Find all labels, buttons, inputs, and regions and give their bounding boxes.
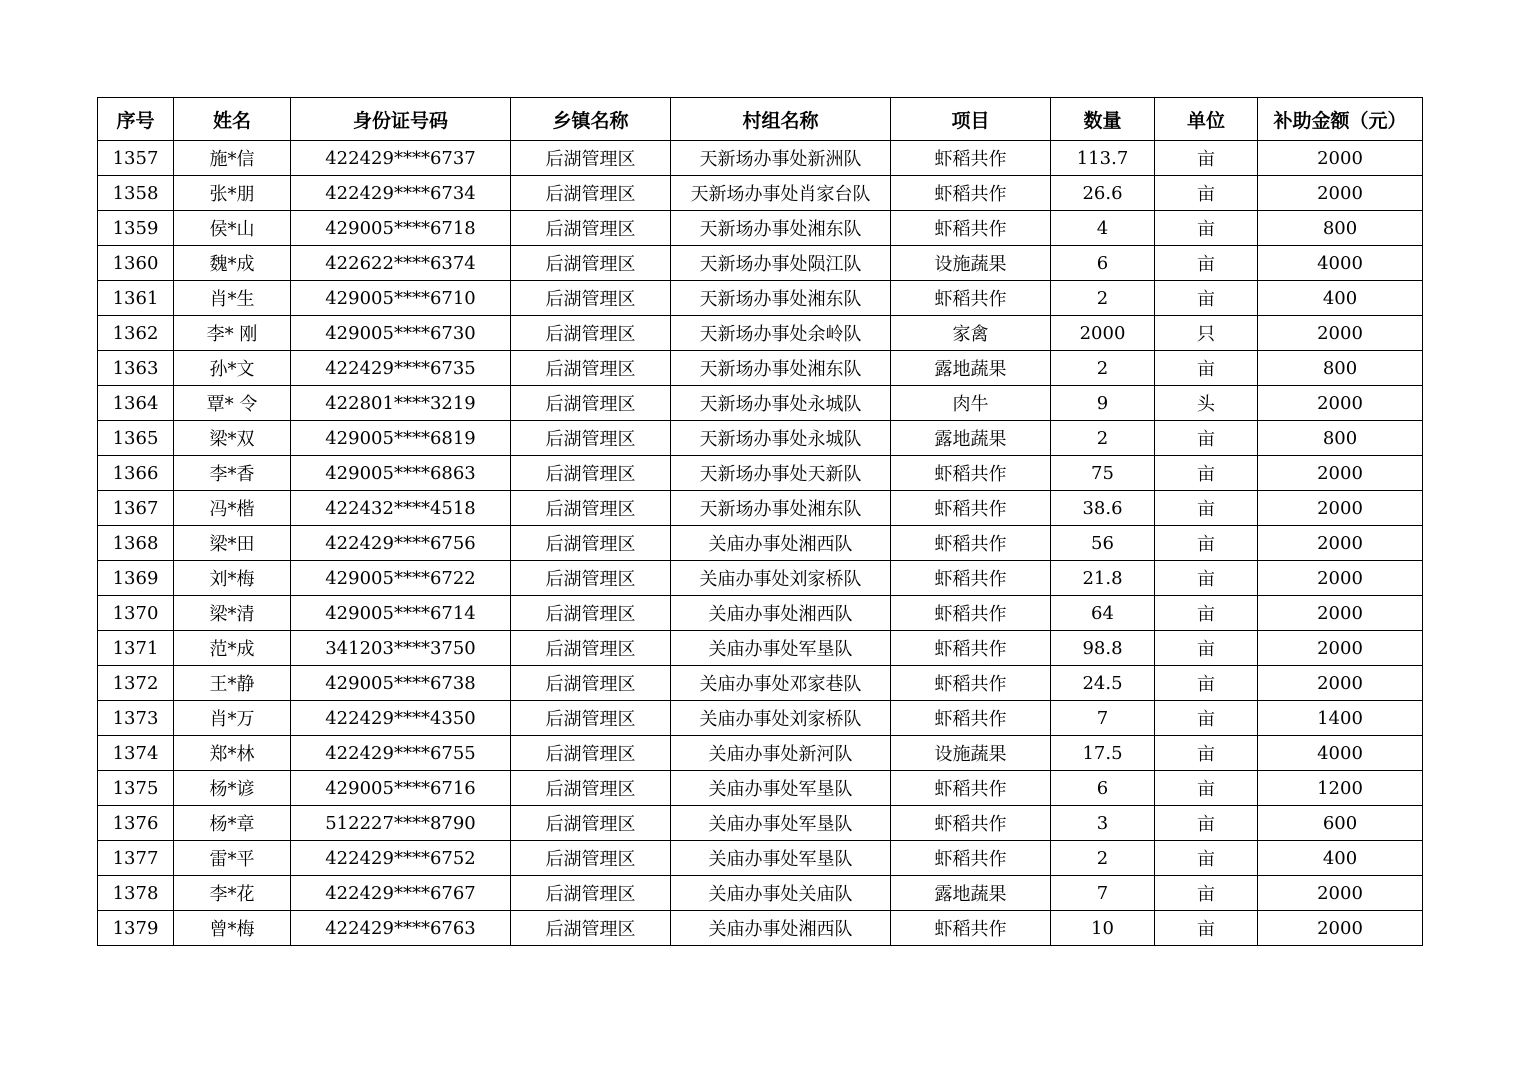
table-row: [98, 561, 1423, 596]
unit-cell: 亩: [1155, 421, 1258, 456]
village-group-cell: 天新场办事处陨江队: [671, 246, 891, 281]
subsidy-amount-cell: 4000: [1258, 736, 1423, 771]
unit-cell: 亩: [1155, 736, 1258, 771]
id-number-cell: 422429****6734: [291, 176, 511, 211]
quantity-cell: 7: [1051, 701, 1155, 736]
serial-number-cell: 1378: [98, 876, 174, 911]
township-cell: 后湖管理区: [511, 806, 671, 841]
quantity-cell: 113.7: [1051, 141, 1155, 176]
quantity-cell: 6: [1051, 246, 1155, 281]
header-village-group: 村组名称: [671, 98, 891, 141]
table-row: [98, 876, 1423, 911]
project-cell: 虾稻共作: [891, 771, 1051, 806]
quantity-cell: 4: [1051, 211, 1155, 246]
serial-number-cell: 1369: [98, 561, 174, 596]
quantity-cell: 38.6: [1051, 491, 1155, 526]
township-cell: 后湖管理区: [511, 771, 671, 806]
quantity-cell: 7: [1051, 876, 1155, 911]
serial-number-cell: 1360: [98, 246, 174, 281]
name-cell: 李*香: [174, 456, 291, 491]
table-row: [98, 246, 1423, 281]
subsidy-amount-cell: 600: [1258, 806, 1423, 841]
subsidy-amount-cell: 2000: [1258, 631, 1423, 666]
name-cell: 郑*林: [174, 736, 291, 771]
serial-number-cell: 1376: [98, 806, 174, 841]
quantity-cell: 64: [1051, 596, 1155, 631]
project-cell: 虾稻共作: [891, 561, 1051, 596]
table-row: [98, 456, 1423, 491]
project-cell: 露地蔬果: [891, 351, 1051, 386]
table-row: [98, 386, 1423, 421]
subsidy-amount-cell: 400: [1258, 841, 1423, 876]
quantity-cell: 75: [1051, 456, 1155, 491]
table-row: [98, 911, 1423, 946]
table-row: [98, 421, 1423, 456]
id-number-cell: 429005****6714: [291, 596, 511, 631]
id-number-cell: 422429****6735: [291, 351, 511, 386]
project-cell: 虾稻共作: [891, 176, 1051, 211]
quantity-cell: 2: [1051, 351, 1155, 386]
name-cell: 刘*梅: [174, 561, 291, 596]
project-cell: 虾稻共作: [891, 806, 1051, 841]
serial-number-cell: 1373: [98, 701, 174, 736]
unit-cell: 亩: [1155, 351, 1258, 386]
name-cell: 梁*田: [174, 526, 291, 561]
unit-cell: 亩: [1155, 491, 1258, 526]
unit-cell: 亩: [1155, 176, 1258, 211]
serial-number-cell: 1363: [98, 351, 174, 386]
township-cell: 后湖管理区: [511, 666, 671, 701]
township-cell: 后湖管理区: [511, 876, 671, 911]
subsidy-amount-cell: 800: [1258, 351, 1423, 386]
project-cell: 设施蔬果: [891, 736, 1051, 771]
village-group-cell: 关庙办事处湘西队: [671, 526, 891, 561]
subsidy-amount-cell: 800: [1258, 421, 1423, 456]
village-group-cell: 天新场办事处湘东队: [671, 211, 891, 246]
table-row: [98, 281, 1423, 316]
village-group-cell: 关庙办事处湘西队: [671, 911, 891, 946]
table-row: [98, 736, 1423, 771]
quantity-cell: 98.8: [1051, 631, 1155, 666]
name-cell: 范*成: [174, 631, 291, 666]
header-name: 姓名: [174, 98, 291, 141]
name-cell: 侯*山: [174, 211, 291, 246]
unit-cell: 亩: [1155, 561, 1258, 596]
township-cell: 后湖管理区: [511, 141, 671, 176]
name-cell: 雷*平: [174, 841, 291, 876]
id-number-cell: 341203****3750: [291, 631, 511, 666]
project-cell: 虾稻共作: [891, 211, 1051, 246]
township-cell: 后湖管理区: [511, 386, 671, 421]
village-group-cell: 关庙办事处军垦队: [671, 841, 891, 876]
subsidy-amount-cell: 2000: [1258, 596, 1423, 631]
serial-number-cell: 1368: [98, 526, 174, 561]
project-cell: 露地蔬果: [891, 421, 1051, 456]
serial-number-cell: 1366: [98, 456, 174, 491]
id-number-cell: 429005****6730: [291, 316, 511, 351]
id-number-cell: 429005****6738: [291, 666, 511, 701]
village-group-cell: 关庙办事处军垦队: [671, 806, 891, 841]
subsidy-amount-cell: 2000: [1258, 876, 1423, 911]
table-body: [98, 141, 1423, 946]
unit-cell: 亩: [1155, 806, 1258, 841]
id-number-cell: 429005****6863: [291, 456, 511, 491]
serial-number-cell: 1371: [98, 631, 174, 666]
id-number-cell: 422429****4350: [291, 701, 511, 736]
project-cell: 虾稻共作: [891, 596, 1051, 631]
header-row: [98, 98, 1423, 141]
village-group-cell: 关庙办事处军垦队: [671, 771, 891, 806]
name-cell: 李*花: [174, 876, 291, 911]
township-cell: 后湖管理区: [511, 491, 671, 526]
unit-cell: 亩: [1155, 141, 1258, 176]
subsidy-amount-cell: 2000: [1258, 141, 1423, 176]
village-group-cell: 关庙办事处新河队: [671, 736, 891, 771]
unit-cell: 亩: [1155, 631, 1258, 666]
township-cell: 后湖管理区: [511, 176, 671, 211]
village-group-cell: 天新场办事处永城队: [671, 421, 891, 456]
quantity-cell: 24.5: [1051, 666, 1155, 701]
quantity-cell: 56: [1051, 526, 1155, 561]
project-cell: 虾稻共作: [891, 701, 1051, 736]
header-serial-number: 序号: [98, 98, 174, 141]
name-cell: 杨*章: [174, 806, 291, 841]
village-group-cell: 天新场办事处余岭队: [671, 316, 891, 351]
project-cell: 虾稻共作: [891, 841, 1051, 876]
name-cell: 王*静: [174, 666, 291, 701]
project-cell: 设施蔬果: [891, 246, 1051, 281]
project-cell: 露地蔬果: [891, 876, 1051, 911]
subsidy-amount-cell: 1400: [1258, 701, 1423, 736]
township-cell: 后湖管理区: [511, 281, 671, 316]
subsidy-amount-cell: 2000: [1258, 911, 1423, 946]
unit-cell: 亩: [1155, 701, 1258, 736]
id-number-cell: 422801****3219: [291, 386, 511, 421]
name-cell: 曾*梅: [174, 911, 291, 946]
quantity-cell: 21.8: [1051, 561, 1155, 596]
name-cell: 梁*双: [174, 421, 291, 456]
table-row: [98, 841, 1423, 876]
unit-cell: 亩: [1155, 876, 1258, 911]
id-number-cell: 422429****6737: [291, 141, 511, 176]
village-group-cell: 关庙办事处邓家巷队: [671, 666, 891, 701]
village-group-cell: 关庙办事处刘家桥队: [671, 561, 891, 596]
name-cell: 杨*谚: [174, 771, 291, 806]
serial-number-cell: 1358: [98, 176, 174, 211]
township-cell: 后湖管理区: [511, 211, 671, 246]
subsidy-amount-cell: 2000: [1258, 456, 1423, 491]
township-cell: 后湖管理区: [511, 351, 671, 386]
project-cell: 虾稻共作: [891, 141, 1051, 176]
header-id-number: 身份证号码: [291, 98, 511, 141]
project-cell: 虾稻共作: [891, 456, 1051, 491]
township-cell: 后湖管理区: [511, 911, 671, 946]
subsidy-amount-cell: 1200: [1258, 771, 1423, 806]
id-number-cell: 429005****6718: [291, 211, 511, 246]
quantity-cell: 9: [1051, 386, 1155, 421]
id-number-cell: 512227****8790: [291, 806, 511, 841]
village-group-cell: 天新场办事处肖家台队: [671, 176, 891, 211]
subsidy-amount-cell: 2000: [1258, 666, 1423, 701]
table-row: [98, 631, 1423, 666]
project-cell: 虾稻共作: [891, 631, 1051, 666]
township-cell: 后湖管理区: [511, 561, 671, 596]
serial-number-cell: 1370: [98, 596, 174, 631]
table-header: [98, 98, 1423, 141]
quantity-cell: 2000: [1051, 316, 1155, 351]
village-group-cell: 天新场办事处湘东队: [671, 281, 891, 316]
subsidy-amount-cell: 400: [1258, 281, 1423, 316]
township-cell: 后湖管理区: [511, 631, 671, 666]
quantity-cell: 10: [1051, 911, 1155, 946]
unit-cell: 亩: [1155, 246, 1258, 281]
name-cell: 孙*文: [174, 351, 291, 386]
table-row: [98, 806, 1423, 841]
name-cell: 李* 刚: [174, 316, 291, 351]
village-group-cell: 天新场办事处湘东队: [671, 491, 891, 526]
subsidy-table-container: [97, 97, 1423, 946]
serial-number-cell: 1364: [98, 386, 174, 421]
id-number-cell: 422429****6763: [291, 911, 511, 946]
serial-number-cell: 1365: [98, 421, 174, 456]
name-cell: 肖*万: [174, 701, 291, 736]
serial-number-cell: 1377: [98, 841, 174, 876]
unit-cell: 亩: [1155, 911, 1258, 946]
name-cell: 覃* 令: [174, 386, 291, 421]
village-group-cell: 天新场办事处永城队: [671, 386, 891, 421]
township-cell: 后湖管理区: [511, 841, 671, 876]
unit-cell: 亩: [1155, 841, 1258, 876]
subsidy-amount-cell: 2000: [1258, 316, 1423, 351]
township-cell: 后湖管理区: [511, 421, 671, 456]
table-row: [98, 771, 1423, 806]
subsidy-amount-cell: 4000: [1258, 246, 1423, 281]
subsidy-amount-cell: 800: [1258, 211, 1423, 246]
id-number-cell: 422432****4518: [291, 491, 511, 526]
serial-number-cell: 1374: [98, 736, 174, 771]
serial-number-cell: 1359: [98, 211, 174, 246]
name-cell: 魏*成: [174, 246, 291, 281]
id-number-cell: 422429****6756: [291, 526, 511, 561]
name-cell: 肖*生: [174, 281, 291, 316]
id-number-cell: 422622****6374: [291, 246, 511, 281]
unit-cell: 亩: [1155, 526, 1258, 561]
quantity-cell: 6: [1051, 771, 1155, 806]
table-row: [98, 666, 1423, 701]
village-group-cell: 关庙办事处关庙队: [671, 876, 891, 911]
village-group-cell: 关庙办事处军垦队: [671, 631, 891, 666]
table-row: [98, 316, 1423, 351]
project-cell: 家禽: [891, 316, 1051, 351]
table-row: [98, 491, 1423, 526]
village-group-cell: 天新场办事处湘东队: [671, 351, 891, 386]
township-cell: 后湖管理区: [511, 596, 671, 631]
name-cell: 施*信: [174, 141, 291, 176]
id-number-cell: 429005****6819: [291, 421, 511, 456]
id-number-cell: 429005****6722: [291, 561, 511, 596]
table-row: [98, 526, 1423, 561]
serial-number-cell: 1362: [98, 316, 174, 351]
unit-cell: 头: [1155, 386, 1258, 421]
table-row: [98, 351, 1423, 386]
name-cell: 张*朋: [174, 176, 291, 211]
unit-cell: 亩: [1155, 211, 1258, 246]
serial-number-cell: 1375: [98, 771, 174, 806]
unit-cell: 亩: [1155, 596, 1258, 631]
id-number-cell: 429005****6716: [291, 771, 511, 806]
subsidy-amount-cell: 2000: [1258, 561, 1423, 596]
serial-number-cell: 1372: [98, 666, 174, 701]
name-cell: 梁*清: [174, 596, 291, 631]
header-unit: 单位: [1155, 98, 1258, 141]
project-cell: 肉牛: [891, 386, 1051, 421]
unit-cell: 亩: [1155, 771, 1258, 806]
table-row: [98, 596, 1423, 631]
unit-cell: 亩: [1155, 281, 1258, 316]
id-number-cell: 422429****6767: [291, 876, 511, 911]
subsidy-amount-cell: 2000: [1258, 491, 1423, 526]
project-cell: 虾稻共作: [891, 281, 1051, 316]
serial-number-cell: 1357: [98, 141, 174, 176]
subsidy-amount-cell: 2000: [1258, 386, 1423, 421]
project-cell: 虾稻共作: [891, 491, 1051, 526]
name-cell: 冯*楷: [174, 491, 291, 526]
header-project: 项目: [891, 98, 1051, 141]
unit-cell: 亩: [1155, 456, 1258, 491]
serial-number-cell: 1367: [98, 491, 174, 526]
serial-number-cell: 1361: [98, 281, 174, 316]
quantity-cell: 2: [1051, 281, 1155, 316]
project-cell: 虾稻共作: [891, 526, 1051, 561]
header-township: 乡镇名称: [511, 98, 671, 141]
township-cell: 后湖管理区: [511, 246, 671, 281]
project-cell: 虾稻共作: [891, 911, 1051, 946]
village-group-cell: 天新场办事处天新队: [671, 456, 891, 491]
village-group-cell: 关庙办事处湘西队: [671, 596, 891, 631]
subsidy-table: [97, 97, 1423, 946]
unit-cell: 亩: [1155, 666, 1258, 701]
header-quantity: 数量: [1051, 98, 1155, 141]
subsidy-amount-cell: 2000: [1258, 526, 1423, 561]
quantity-cell: 17.5: [1051, 736, 1155, 771]
header-subsidy-amount: 补助金额（元）: [1258, 98, 1423, 141]
project-cell: 虾稻共作: [891, 666, 1051, 701]
id-number-cell: 422429****6752: [291, 841, 511, 876]
id-number-cell: 429005****6710: [291, 281, 511, 316]
quantity-cell: 2: [1051, 421, 1155, 456]
unit-cell: 只: [1155, 316, 1258, 351]
serial-number-cell: 1379: [98, 911, 174, 946]
quantity-cell: 26.6: [1051, 176, 1155, 211]
quantity-cell: 3: [1051, 806, 1155, 841]
table-row: [98, 141, 1423, 176]
township-cell: 后湖管理区: [511, 316, 671, 351]
village-group-cell: 天新场办事处新洲队: [671, 141, 891, 176]
township-cell: 后湖管理区: [511, 701, 671, 736]
township-cell: 后湖管理区: [511, 456, 671, 491]
table-row: [98, 176, 1423, 211]
subsidy-amount-cell: 2000: [1258, 176, 1423, 211]
township-cell: 后湖管理区: [511, 736, 671, 771]
township-cell: 后湖管理区: [511, 526, 671, 561]
table-row: [98, 211, 1423, 246]
village-group-cell: 关庙办事处刘家桥队: [671, 701, 891, 736]
quantity-cell: 2: [1051, 841, 1155, 876]
table-row: [98, 701, 1423, 736]
id-number-cell: 422429****6755: [291, 736, 511, 771]
